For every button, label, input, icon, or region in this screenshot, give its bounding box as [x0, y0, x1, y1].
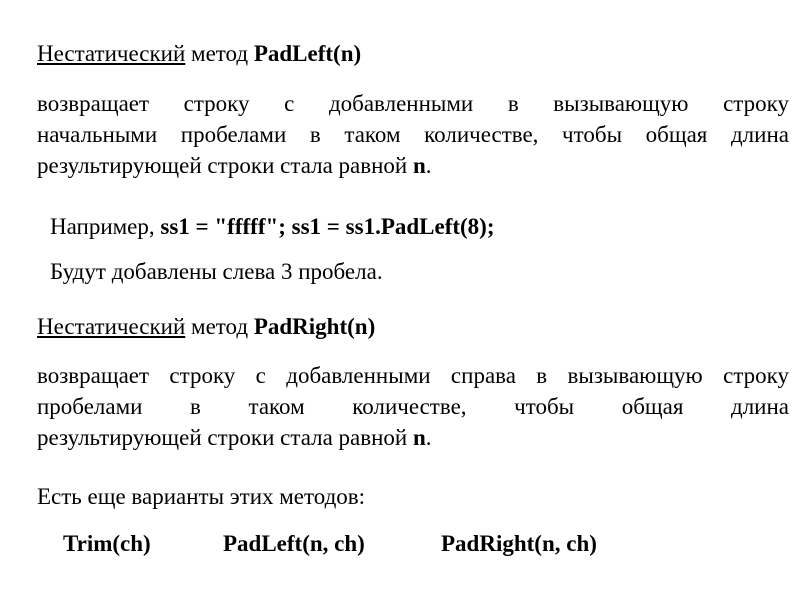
section1-last-line-bold: n	[413, 153, 426, 178]
section2-line-2: пробелами в таком количестве, чтобы общая длина	[37, 394, 789, 419]
section1-heading-text: метод	[185, 41, 254, 66]
example-result: Будут добавлены слева 3 пробела.	[50, 259, 383, 284]
section1-last-line-end: .	[425, 153, 432, 178]
section2-description	[37, 360, 789, 453]
section1-description	[37, 88, 789, 181]
section2-heading-method: PadRight(n)	[253, 314, 376, 339]
section2-line-1: возвращает строку с добавленными справа в вызывающую строку	[37, 363, 789, 388]
section1-last-line-text: результирующей строки стала равной	[37, 153, 413, 178]
section2-line-3	[37, 422, 789, 453]
section2-last-line-bold: n	[413, 425, 426, 450]
variant-padleft: PadLeft(n, ch)	[223, 531, 365, 556]
section1-line-3	[37, 150, 789, 181]
section2-last-line-text: результирующей строки стала равной	[37, 425, 413, 450]
more-variants-text: Есть еще варианты этих методов:	[37, 484, 366, 509]
section2-last-line-end: .	[425, 425, 432, 450]
section1-line-1: возвращает строку с добавленными в вызывающую строку	[37, 91, 789, 116]
example-code: ss1 = "fffff"; ss1 = ss1.PadLeft(8);	[160, 214, 495, 239]
variant-trim: Trim(ch)	[63, 531, 151, 556]
section1-line-2: начальными пробелами в таком количестве, чтобы общая длина	[37, 122, 789, 147]
example-line	[50, 213, 495, 241]
section2-heading	[37, 313, 375, 341]
section2-heading-underlined: Нестатический	[37, 314, 186, 339]
section1-heading-underlined: Нестатический	[37, 41, 186, 66]
section1-heading-method: PadLeft(n)	[253, 41, 362, 66]
example-prefix: Например,	[50, 214, 161, 239]
variant-padright: PadRight(n, ch)	[441, 531, 597, 556]
section2-heading-text: метод	[185, 314, 254, 339]
section1-heading	[37, 40, 361, 68]
